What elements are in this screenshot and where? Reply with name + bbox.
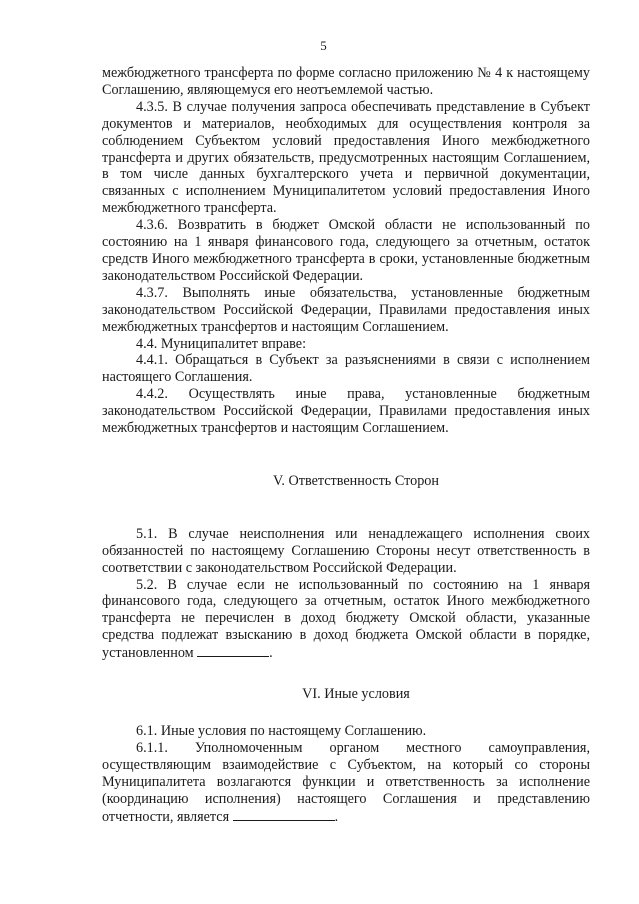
paragraph-6-1-1	[102, 740, 590, 826]
paragraph-5-1: 5.1. В случае неисполнения или ненадлежащего исполнения своих обязанностей по настоящему Соглашению Стороны несут ответственность в соответствии с законодательством Российской Федерации.	[102, 525, 590, 576]
paragraph-5-2-text: 5.2. В случае если не использованный по состоянию на 1 января финансового года, следующего за отчетным, остаток Иного межбюджетного трансферта не перечислен в доход бюджету Омской области, указанные средства подлежат взысканию в доход бюджета Омской области в порядке, установленном	[102, 576, 590, 662]
page-number: 5	[320, 38, 327, 53]
paragraph-6-1: 6.1. Иные условия по настоящему Соглашению.	[136, 723, 427, 739]
paragraph-5-2	[102, 577, 590, 663]
paragraph-continuation: межбюджетного трансферта по форме согласно приложению № 4 к настоящему Соглашению, являющемуся его неотъемлемой частью.	[102, 65, 590, 98]
paragraph-6-1-1-text: 6.1.1. Уполномоченным органом местного самоуправления, осуществляющим взаимодействие с Субъектом, на который со стороны Муниципалитета возлагаются функции и ответственность за исполнение (координацию исполнения) настоящего Соглашения и представлению отчетности, является	[102, 739, 590, 825]
paragraph-6-1-1-end: .	[334, 808, 339, 825]
section-heading-5: V. Ответственность Сторон	[273, 472, 439, 489]
paragraph-4-4-1: 4.4.1. Обращаться в Субъект за разъяснениями в связи с исполнением настоящего Соглашения.	[102, 352, 590, 386]
paragraph-4-4-2: 4.4.2. Осуществлять иные права, установленные бюджетным законодательством Российской Федерации, Правилами предоставления иных межбюджетных трансфертов и настоящим Соглашением.	[102, 386, 590, 437]
paragraph-4-4: 4.4. Муниципалитет вправе:	[136, 335, 307, 352]
paragraph-5-2-end: .	[269, 645, 273, 662]
paragraph-4-3-5: 4.3.5. В случае получения запроса обеспечивать представление в Субъект документов и материалов, необходимых для осуществления контроля за соблюдением Субъектом условий предоставления Иного межбюджетного трансферта и других обязательств, предусмотренных настоящим Соглашением, в том числе данных бухгалтерского учета и первичной документации, связанных с исполнением Муниципалитетом условий предоставления Иного межбюджетного трансферта.	[102, 98, 590, 217]
fill-in-blank	[233, 808, 335, 821]
paragraph-4-3-6: 4.3.6. Возвратить в бюджет Омской области не использованный по состоянию на 1 января финансового года, следующего за отчетным, остаток средств Иного межбюджетного трансферта в сроки, установленные бюджетным законодательством Российской Федерации.	[102, 217, 590, 284]
section-heading-6: VI. Иные условия	[302, 686, 410, 703]
fill-in-blank	[197, 644, 269, 657]
document-body	[102, 65, 590, 825]
paragraph-4-3-7: 4.3.7. Выполнять иные обязательства, установленные бюджетным законодательством Российской Федерации, Правилами предоставления иных межбюджетных трансфертов и настоящим Соглашением.	[102, 284, 590, 335]
